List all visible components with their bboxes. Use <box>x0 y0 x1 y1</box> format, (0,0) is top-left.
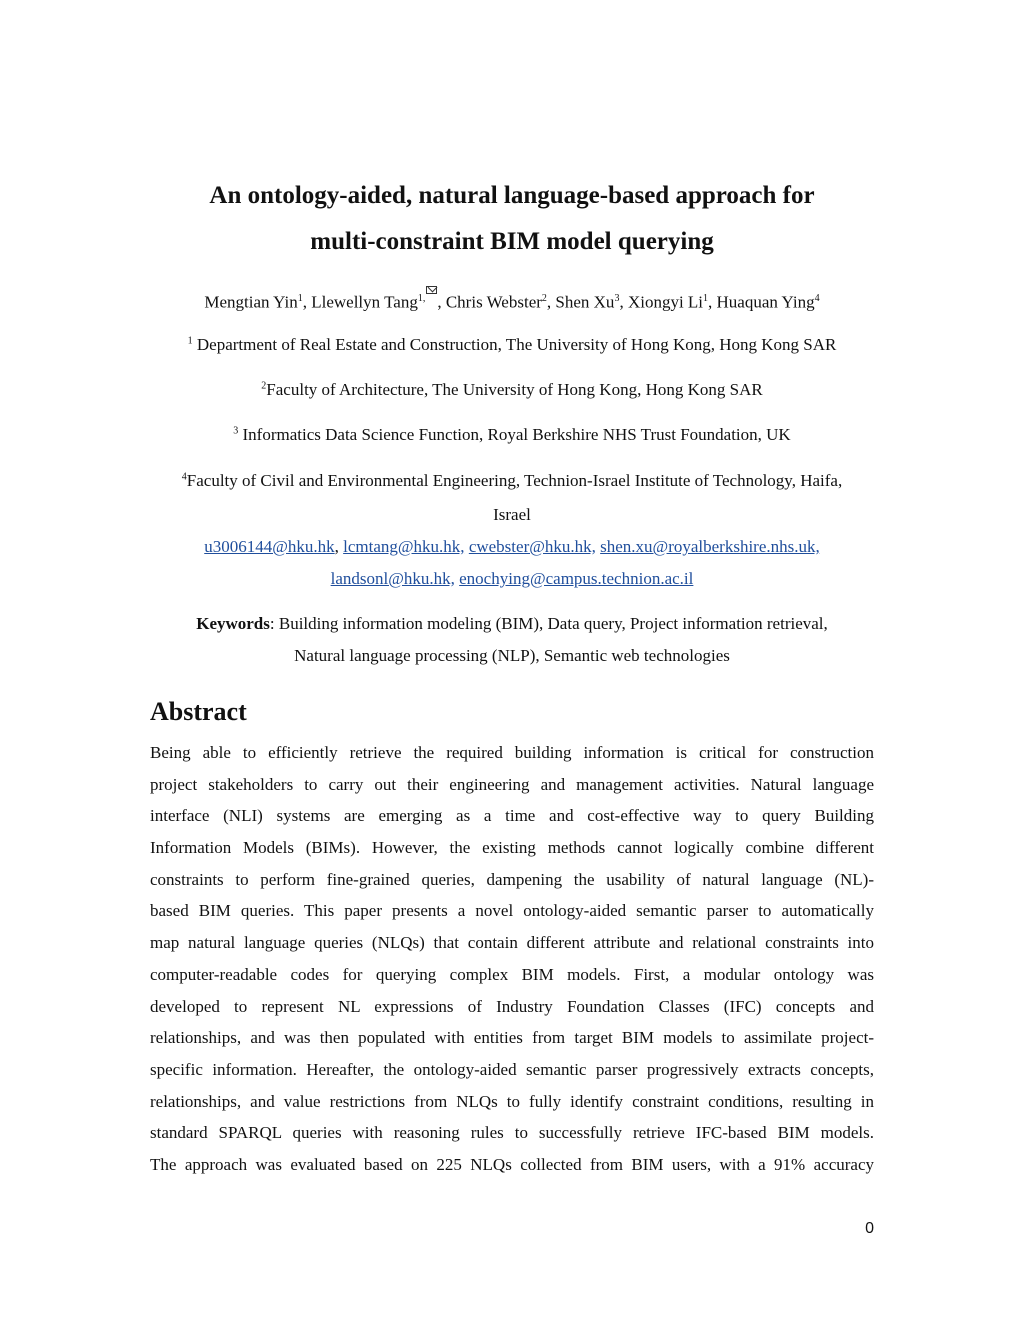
author-name: Chris Webster <box>445 292 542 312</box>
abstract-heading: Abstract <box>150 697 247 726</box>
author-name: Llewellyn Tang <box>311 292 418 312</box>
abstract-line: relationships, and was then populated with entities from target BIM models to assimilate project- <box>150 1028 874 1048</box>
email-line-1 <box>150 531 874 563</box>
abstract-line: computer-readable codes for querying complex BIM models. First, a modular ontology was <box>150 964 874 984</box>
author-affiliation-mark: 1 <box>297 293 303 304</box>
keywords-line-2: Natural language processing (NLP), Semantic web technologies <box>294 646 730 665</box>
page-number: 0 <box>865 1220 874 1237</box>
affiliation-text: Informatics Data Science Function, Royal Berkshire NHS Trust Foundation, UK <box>238 425 791 444</box>
author-affiliation-mark: 4 <box>814 293 820 304</box>
email-link[interactable]: cwebster@hku.hk, <box>468 537 596 556</box>
abstract-line: constraints to perform fine-grained queries, dampening the usability of natural language (NL)- <box>150 869 874 889</box>
author-name: Shen Xu <box>555 292 615 312</box>
affiliation-mark: 2 <box>261 380 267 392</box>
title-line-2: multi-constraint BIM model querying <box>310 228 714 255</box>
affiliation-4 <box>140 470 884 492</box>
affiliation-text: Faculty of Architecture, The University of Hong Kong, Hong Kong SAR <box>266 380 763 399</box>
abstract-line: Information Models (BIMs). However, the existing methods cannot logically combine different <box>150 838 874 858</box>
author-name: Mengtian Yin <box>204 292 298 312</box>
keywords-block <box>150 608 874 672</box>
affiliation-mark: 1 <box>187 335 193 347</box>
email-link[interactable]: shen.xu@royalberkshire.nhs.uk, <box>600 537 820 556</box>
author-affiliation-mark: 1 <box>703 293 709 304</box>
author-separator: , <box>619 292 628 312</box>
email-link[interactable]: lcmtang@hku.hk, <box>343 537 465 556</box>
keywords-label: Keywords <box>196 614 270 633</box>
author-list <box>140 286 884 314</box>
author-affiliation-mark: 2 <box>541 293 547 304</box>
affiliation-4-continued <box>140 504 884 526</box>
abstract-line: standard SPARQL queries with reasoning rules to successfully retrieve IFC-based BIM models. <box>150 1123 874 1143</box>
email-separator: , <box>334 537 344 556</box>
email-link[interactable]: landsonl@hku.hk, <box>330 569 455 588</box>
author-separator: , <box>708 292 717 312</box>
affiliation-text: Faculty of Civil and Environmental Engineering, Technion-Israel Institute of Technology, Haifa, <box>186 471 843 490</box>
author-separator: , <box>546 292 556 312</box>
keywords-text: : Building information modeling (BIM), Data query, Project information retrieval, <box>269 614 828 633</box>
abstract-line: specific information. Hereafter, the ontology-aided semantic parser progressively extracts concepts, <box>150 1059 874 1079</box>
paper-title <box>150 173 874 265</box>
affiliation-mark: 3 <box>233 425 239 437</box>
author-name: Xiongyi Li <box>627 292 704 312</box>
abstract-line: project stakeholders to carry out their engineering and management activities. Natural language <box>150 774 874 794</box>
email-link[interactable]: enochying@campus.technion.ac.il <box>459 569 694 588</box>
email-line-2 <box>150 563 874 595</box>
author-separator: , <box>302 292 312 312</box>
abstract-line: developed to represent NL expressions of Industry Foundation Classes (IFC) concepts and <box>150 996 874 1016</box>
abstract-line: map natural language queries (NLQs) that contain different attribute and relational constraints into <box>150 933 874 953</box>
abstract-line: relationships, and value restrictions from NLQs to fully identify constraint conditions, resulting in <box>150 1091 874 1111</box>
title-line-1: An ontology-aided, natural language-based approach for <box>209 182 815 209</box>
affiliation-3 <box>140 424 884 446</box>
affiliation-2 <box>140 379 884 401</box>
email-link[interactable]: u3006144@hku.hk <box>204 537 335 556</box>
affiliation-1 <box>140 334 884 356</box>
affiliation-text: Department of Real Estate and Construction, The University of Hong Kong, Hong Kong SAR <box>192 335 837 354</box>
keywords-line-1 <box>150 608 874 640</box>
email-list <box>150 531 874 595</box>
mail-icon <box>426 286 437 294</box>
author-separator: , <box>437 292 446 312</box>
abstract-body <box>150 737 874 1181</box>
author-affiliation-mark: 3 <box>614 293 620 304</box>
author-affiliation-mark: 1, <box>418 293 438 304</box>
affiliation-mark: 4 <box>181 471 187 483</box>
abstract-line: Being able to efficiently retrieve the required building information is critical for construction <box>150 743 874 762</box>
abstract-line: The approach was evaluated based on 225 NLQs collected from BIM users, with a 91% accuracy <box>150 1154 874 1174</box>
abstract-line: interface (NLI) systems are emerging as a time and cost-effective way to query Building <box>150 806 874 826</box>
abstract-line: based BIM queries. This paper presents a novel ontology-aided semantic parser to automatically <box>150 901 874 921</box>
author-name: Huaquan Ying <box>716 292 815 312</box>
affiliation-text: Israel <box>493 505 531 524</box>
